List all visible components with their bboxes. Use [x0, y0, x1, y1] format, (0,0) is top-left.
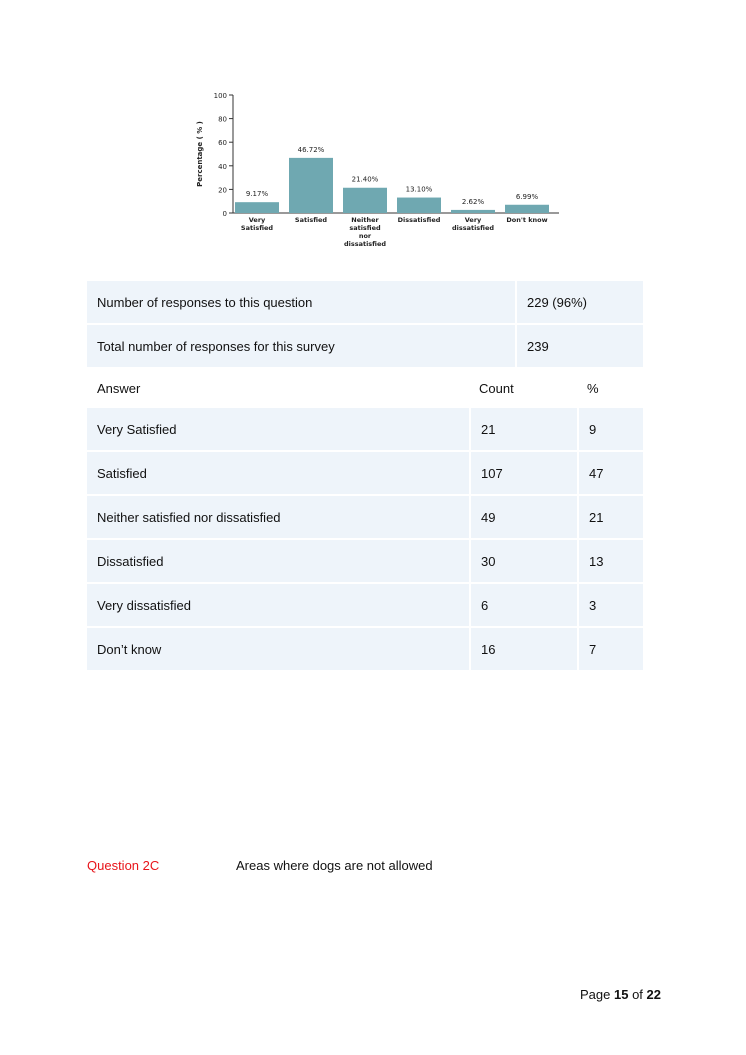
x-tick-label: Very dissatisfied [451, 216, 495, 232]
bar-chart [190, 88, 560, 258]
percent-cell: 7 [577, 628, 643, 672]
bar [235, 202, 279, 213]
summary-table [87, 281, 643, 369]
summary-value: 239 [515, 325, 643, 369]
count-cell: 30 [469, 540, 577, 584]
page-word: Page [579, 987, 611, 1002]
y-tick-label: 0 [222, 210, 227, 218]
answer-cell: Very dissatisfied [87, 584, 469, 628]
y-tick-label: 40 [218, 162, 227, 171]
x-tick-label: Satisfied [294, 216, 328, 224]
answers-table [87, 368, 643, 672]
table-row [87, 584, 643, 628]
page-number: 15 [613, 987, 629, 1002]
answer-cell: Dissatisfied [87, 540, 469, 584]
page-footer [580, 987, 661, 1002]
x-tick-label: Dissatisfied [397, 216, 441, 224]
header-percent: % [577, 368, 643, 408]
percent-cell: 3 [577, 584, 643, 628]
table-row [87, 408, 643, 452]
bar-value-label: 21.40% [351, 175, 379, 184]
count-cell: 107 [469, 452, 577, 496]
table-row [87, 281, 643, 325]
y-tick-label: 100 [213, 92, 227, 100]
question-number: Question 2C [87, 858, 160, 873]
percent-cell: 9 [577, 408, 643, 452]
x-tick-label: Very Satisfied [240, 216, 274, 232]
percent-cell: 21 [577, 496, 643, 540]
table-header-row [87, 368, 643, 408]
y-tick-label: 80 [218, 115, 227, 124]
page-total: 22 [646, 987, 661, 1002]
bar-value-label: 6.99% [515, 192, 539, 201]
header-count: Count [469, 368, 577, 408]
answer-cell: Don’t know [87, 628, 469, 672]
bar [289, 158, 333, 213]
bar-value-label: 2.62% [461, 197, 485, 206]
summary-label: Number of responses to this question [87, 281, 515, 325]
answer-cell: Satisfied [87, 452, 469, 496]
table-row [87, 540, 643, 584]
question-title: Areas where dogs are not allowed [236, 858, 433, 873]
percent-cell: 13 [577, 540, 643, 584]
answer-cell: Neither satisfied nor dissatisfied [87, 496, 469, 540]
x-tick-label: Don't know [506, 216, 548, 224]
table-row [87, 325, 643, 369]
percent-cell: 47 [577, 452, 643, 496]
bar [505, 205, 549, 213]
bar [451, 210, 495, 213]
x-tick-label: Neither satisfied nor dissatisfied [343, 216, 387, 248]
count-cell: 21 [469, 408, 577, 452]
bar [343, 188, 387, 213]
bar-value-label: 46.72% [297, 145, 325, 154]
answer-cell: Very Satisfied [87, 408, 469, 452]
y-axis-label: Percentage ( % ) [196, 121, 204, 187]
summary-value: 229 (96%) [515, 281, 643, 325]
bar [397, 198, 441, 213]
count-cell: 6 [469, 584, 577, 628]
count-cell: 49 [469, 496, 577, 540]
y-tick-label: 60 [218, 139, 227, 148]
table-row [87, 452, 643, 496]
summary-label: Total number of responses for this survey [87, 325, 515, 369]
bar-value-label: 13.10% [405, 185, 433, 194]
y-tick-label: 20 [218, 186, 227, 195]
count-cell: 16 [469, 628, 577, 672]
table-row [87, 496, 643, 540]
of-word: of [632, 987, 643, 1002]
table-row [87, 628, 643, 672]
bar-value-label: 9.17% [245, 190, 269, 199]
header-answer: Answer [87, 368, 469, 408]
